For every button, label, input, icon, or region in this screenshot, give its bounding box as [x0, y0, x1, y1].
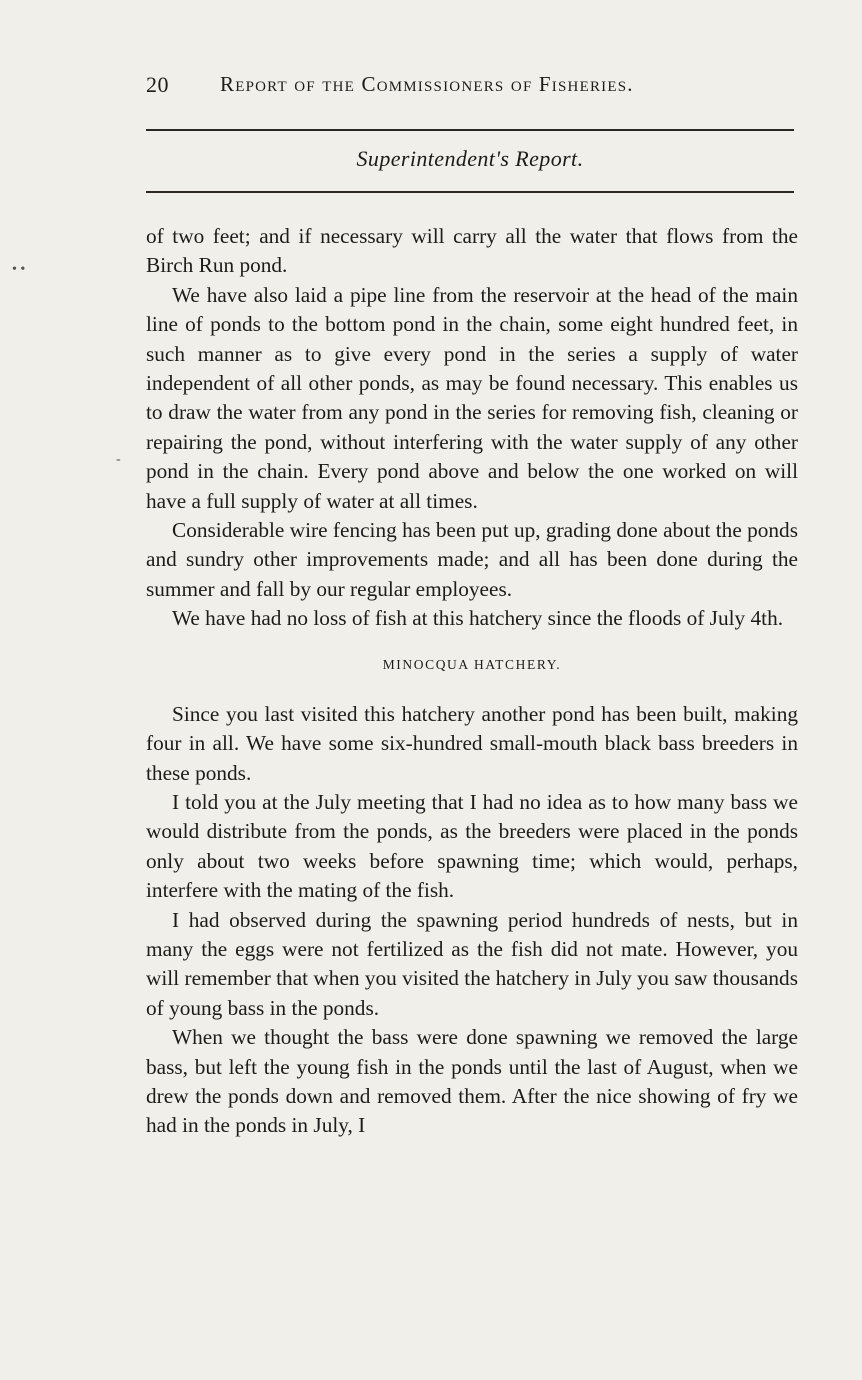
paragraph: Since you last visited this hatchery another pond has been built, making four in all. We have some six-hundred small-mouth black bass breeders in these ponds. [146, 701, 798, 785]
section-heading: MINOCQUA HATCHERY. [382, 656, 562, 672]
paragraph: Considerable wire fencing has been put up, grading done about the ponds and sundry other improvements made; and all has been done during the summer and fall by our regular employees. [146, 518, 798, 601]
page-header [146, 72, 794, 104]
paragraph: I had observed during the spawning period hundreds of nests, but in many the eggs were not fertilized as the fish did not mate. However, you will remember that when you visited the hatchery in July you saw thousands of young bass in the ponds. [146, 907, 798, 1020]
paragraph: We have also laid a pipe line from the reservoir at the head of the main line of ponds to the bottom pond in the chain, some eight hundred feet, in such manner as to give every pond in the series a supply of water independent of all other ponds, as may be found necessary. This enables us to draw the water from any pond in the series for removing fish, cleaning or repairing the pond, without interfering with the water supply of any other pond in the chain. Every pond above and below the one worked on will have a full supply of water at all times. [146, 282, 798, 513]
paragraph-continued: of two feet; and if necessary will carry all the water that flows from the Birch Run pond. [146, 224, 798, 278]
page-number: 20 [146, 72, 169, 97]
paragraph: We have had no loss of fish at this hatchery since the floods of July 4th. [172, 606, 784, 631]
paragraph: When we thought the bass were done spawning we removed the large bass, but left the young fish in the ponds until the last of August, when we drew the ponds down and removed them. After the nice showing of fry we had in the ponds in July, I [146, 1025, 798, 1138]
running-head: Report of the Commissioners of Fisheries. [220, 72, 634, 96]
header-rule-bottom [146, 191, 794, 193]
body-text [146, 222, 798, 1141]
margin-dots: • • [12, 262, 26, 277]
paragraph: I told you at the July meeting that I had no idea as to how many bass we would distribute from the ponds, as the breeders were placed in the ponds only about two weeks before spawning time; which would, perhaps, interfere with the mating of the fish. [146, 789, 798, 903]
header-rule-top [146, 129, 794, 131]
section-subhead: Superintendent's Report. [356, 146, 584, 171]
margin-dash: - [116, 452, 121, 467]
